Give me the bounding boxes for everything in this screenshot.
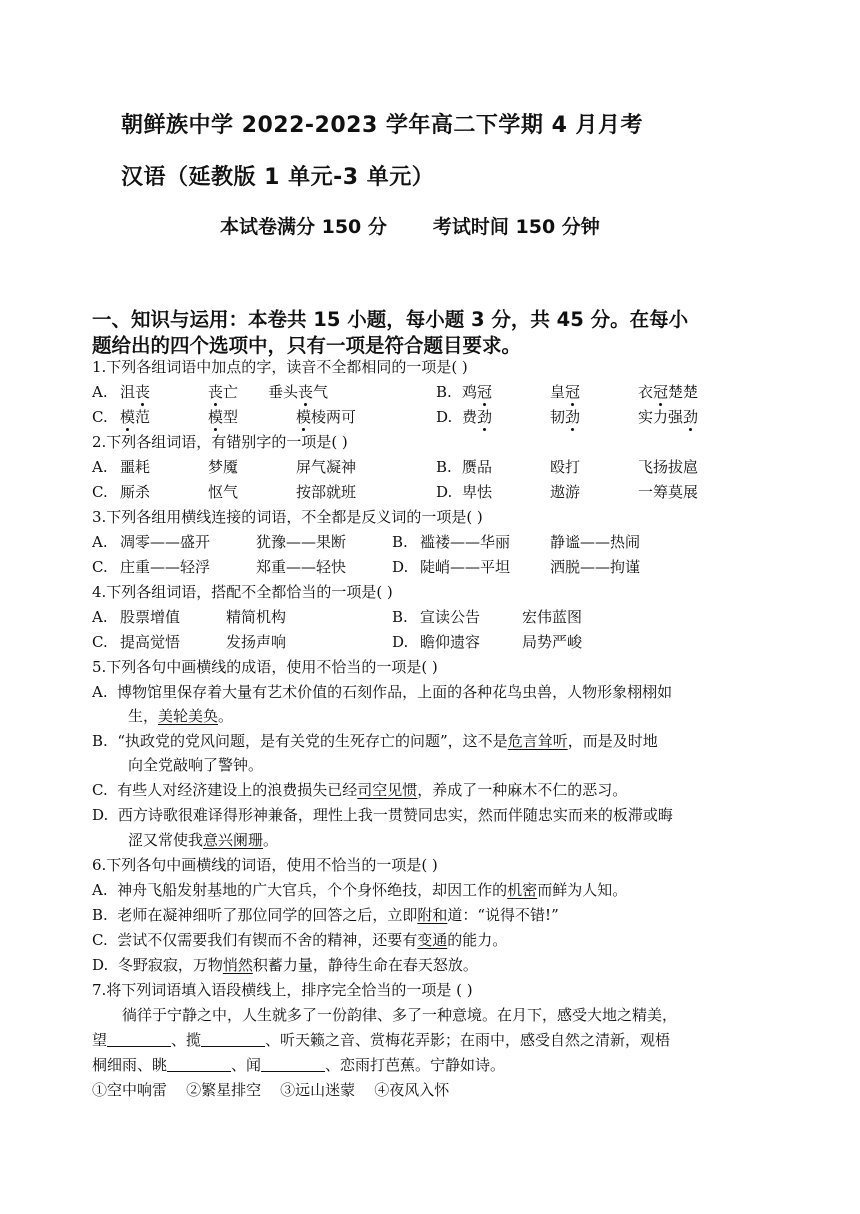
q4-option-label: D. [392,633,409,651]
q4-c-phrase1: 提高觉悟 [120,633,181,651]
q6-option-a: A. 神舟飞船发射基地的广大官兵，个个身怀绝技，却因工作的机密而鲜为人知。 [92,881,628,899]
q2-option-label: B. [436,458,452,476]
q1-b-word1: 鸡冠 [462,383,493,401]
q3-stem: 3.下列各组用横线连接的词语，不全都是反义词的一项是( ) [92,508,483,526]
q2-a-word1: 噩耗 [120,458,151,476]
q7-passage-line3: 桐细雨、眺 、闻 、恋雨打芭蕉。宁静如诗。 [92,1056,506,1074]
q3-option-label: B. [392,533,408,551]
q6-option-c: C. 尝试不仅需要我们有锲而不舍的精神，还要有变通的能力。 [92,931,508,949]
exam-title: 朝鲜族中学 2022-2023 学年高二下学期 4 月月考 [121,113,644,138]
q6-option-d: D. 冬野寂寂，万物悄然积蓄力量，静待生命在春天怒放。 [92,956,478,974]
q3-a-pair1: 凋零——盛开 [120,533,211,551]
q1-a-word2: 丧亡 [208,383,239,401]
q4-d-phrase2: 局势严峻 [522,633,583,651]
q1-a-word1: 沮丧 [120,383,151,401]
q1-option-label: B. [436,383,452,401]
q5-stem: 5.下列各句中画横线的成语，使用不恰当的一项是( ) [92,658,438,676]
q2-option-label: A. [92,458,108,476]
exam-time: 考试时间 150 分钟 [432,216,600,238]
q5-option-d: D. 西方诗歌很难译得形神兼备，理性上我一贯赞同忠实，然而伴随忠实而来的板滞或晦 [92,806,673,824]
q4-b-phrase1: 宣读公告 [420,608,481,626]
q3-b-pair1: 褴褛——华丽 [420,533,511,551]
full-score: 本试卷满分 150 分 [220,216,387,238]
q7-blank-2[interactable] [201,1032,265,1047]
q6-stem: 6.下列各句中画横线的词语，使用不恰当的一项是( ) [92,856,438,874]
q3-a-pair2: 犹豫——果断 [256,533,347,551]
q7-blank-1[interactable] [107,1032,171,1047]
exam-info [220,212,600,239]
q3-option-label: D. [392,558,409,576]
q4-a-phrase1: 股票增值 [120,608,181,626]
q2-option-label: C. [92,483,108,501]
q4-option-label: C. [92,633,108,651]
q5-option-c: C. 有些人对经济建设上的浪费损失已经司空见惯，养成了一种麻木不仁的恶习。 [92,781,628,799]
section-heading-line2: 题给出的四个选项中，只有一项是符合题目要求。 [92,334,522,357]
q7-passage-line2: 望 、揽 、听天籁之音、赏梅花弄影；在雨中，感受自然之清新，观梧 [92,1031,671,1049]
q1-option-label: A. [92,383,108,401]
q2-stem: 2.下列各组词语，有错别字的一项是( ) [92,433,348,451]
q1-b-word3: 衣冠楚楚 [638,383,699,401]
q4-b-phrase2: 宏伟蓝图 [522,608,583,626]
q4-option-label: B. [392,608,408,626]
q5-option-b: B. “执政党的党风问题，是有关党的生死存亡的问题”，这不是危言耸听，而是及时地 [92,732,658,750]
q7-blank-3[interactable] [167,1057,231,1072]
q5-option-b-cont: 向全党敲响了警钟。 [128,756,264,774]
q7-passage-line1: 徜徉于宁静之中，人生就多了一份韵律、多了一种意境。在月下，感受大地之精美， [122,1006,678,1024]
q1-d-word1: 费劲 [462,408,493,426]
q1-d-word3: 实力强劲 [638,408,699,426]
q2-d-word1: 卑怯 [462,483,493,501]
q3-option-label: C. [92,558,108,576]
q2-a-word3: 屏气凝神 [296,458,357,476]
q7-blank-4[interactable] [261,1057,325,1072]
q2-b-word2: 殴打 [550,458,581,476]
section-heading-line1: 一、知识与运用：本卷共 15 小题，每小题 3 分，共 45 分。在每小 [92,308,689,331]
q1-d-word2: 韧劲 [550,408,581,426]
q3-c-pair2: 郑重——轻快 [256,558,347,576]
q7-stem: 7.将下列词语填入语段横线上，排序完全恰当的一项是 ( ) [92,981,473,999]
q2-b-word1: 赝品 [462,458,493,476]
q5-option-a-cont: 生，美轮美奂。 [128,707,234,725]
q3-d-pair1: 陡峭——平坦 [420,558,511,576]
q2-d-word3: 一筹莫展 [638,483,699,501]
q4-stem: 4.下列各组词语，搭配不全都恰当的一项是( ) [92,583,393,601]
q1-stem: 1.下列各组词语中加点的字，读音不全都相同的一项是( ) [92,358,468,376]
q7-word-options: ①空中响雷 ②繁星排空 ③远山迷蒙 ④夜风入怀 [92,1081,450,1099]
q1-a-word3: 垂头丧气 [268,383,329,401]
q6-option-b: B. 老师在凝神细听了那位同学的回答之后，立即附和道：“说得不错!” [92,906,559,924]
exam-subtitle: 汉语（延教版 1 单元-3 单元） [121,165,435,190]
q2-b-word3: 飞扬拔扈 [638,458,699,476]
q2-d-word2: 遨游 [550,483,581,501]
q3-b-pair2: 静谧——热闹 [550,533,641,551]
q2-c-word2: 怄气 [208,483,239,501]
q1-option-label: C. [92,408,108,426]
q1-b-word2: 皇冠 [550,383,581,401]
q1-c-word3: 模棱两可 [296,408,357,426]
q3-c-pair1: 庄重——轻浮 [120,558,211,576]
q1-c-word2: 模型 [208,408,239,426]
q5-option-a: A. 博物馆里保存着大量有艺术价值的石刻作品，上面的各种花鸟虫兽，人物形象栩栩如 [92,683,673,701]
q2-a-word2: 梦魇 [208,458,239,476]
q4-a-phrase2: 精简机构 [226,608,287,626]
q1-c-word1: 模范 [120,408,151,426]
q3-d-pair2: 洒脱——拘谨 [550,558,641,576]
q4-option-label: A. [92,608,108,626]
q4-d-phrase1: 瞻仰遗容 [420,633,481,651]
q4-c-phrase2: 发扬声响 [226,633,287,651]
q2-c-word1: 厮杀 [120,483,151,501]
q2-option-label: D. [436,483,453,501]
q1-option-label: D. [436,408,453,426]
q2-c-word3: 按部就班 [296,483,357,501]
q3-option-label: A. [92,533,108,551]
q5-option-d-cont: 涩又常使我意兴阑珊。 [128,831,279,849]
